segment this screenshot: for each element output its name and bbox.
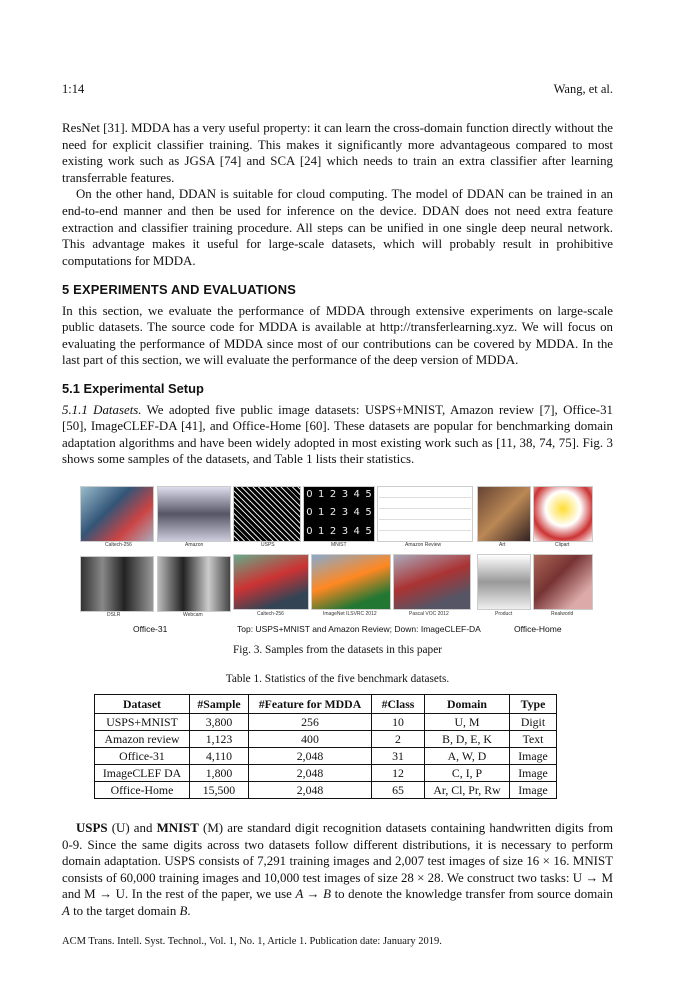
figure-caption: Fig. 3. Samples from the datasets in this paper xyxy=(233,644,442,656)
paragraph: On the other hand, DDAN is suitable for cloud computing. The model of DDAN can be trained in an end-to-end manner and then be used for inference on the device. DDAN does not need extra feature extraction and classifier training procedure. All steps can be unified in one single deep neural network. This advantage makes it useful for large-scale datasets, which will probably result in prohibitive computations for MDDA. xyxy=(62,187,613,268)
thumb-label: ImageNet ILSVRC 2012 xyxy=(323,611,377,617)
thumb-label: Caltech-256 xyxy=(105,542,132,548)
figure-panel-label: Top: USPS+MNIST and Amazon Review; Down: ImageCLEF-DA xyxy=(237,624,481,634)
thumb-label: Product xyxy=(495,611,513,617)
sample-image xyxy=(157,486,231,542)
sample-image xyxy=(311,554,391,610)
thumb-label: Amazon xyxy=(185,542,204,548)
column-header: Type xyxy=(510,695,557,714)
usps-samples xyxy=(233,486,301,542)
sample-image xyxy=(80,556,154,612)
column-header: Dataset xyxy=(95,695,190,714)
mnist-samples: 0 1 2 3 4 5 0 1 2 3 4 5 0 1 2 3 4 5 xyxy=(303,486,375,542)
table-row: Office-31 4,110 2,048 31 A, W, D Image xyxy=(95,748,557,765)
sample-image xyxy=(80,486,154,542)
sample-image xyxy=(233,554,309,610)
section-5-1 xyxy=(62,381,613,468)
paragraph: 5.1.1 Datasets. We adopted five public image datasets: USPS+MNIST, Amazon review [7], Office-31 [50], ImageCLEF-DA [41], and Office-Home [60]. These datasets are popular for benchmarking domain adaptation algorithms and have been widely adopted in most existing work such as [11, 38, 74, 75]. Fig. 3 shows some samples of the datasets, and Table 1 lists their statistics. xyxy=(62,402,613,467)
body-text-bottom xyxy=(62,820,613,920)
thumb-label: Pascal VOC 2012 xyxy=(409,611,449,617)
running-authors: Wang, et al. xyxy=(553,82,613,96)
paragraph: In this section, we evaluate the performance of MDDA through extensive experiments on large-scale public datasets. The source code for MDDA is available at http://transferlearning.xyz. We will focus on evaluating the performance of MDDA since most of our contributions can be covered by MDDA. In the last part of this section, we will evaluate the performance of the deep version of MDDA. xyxy=(62,303,613,368)
table-header-row xyxy=(95,695,557,714)
column-header: #Sample xyxy=(190,695,249,714)
sample-image xyxy=(393,554,471,610)
page-footer: ACM Trans. Intell. Syst. Technol., Vol. 1, No. 1, Article 1. Publication date: January 2019. xyxy=(62,936,442,947)
column-header: #Class xyxy=(372,695,425,714)
table-row: ImageCLEF DA 1,800 2,048 12 C, I, P Image xyxy=(95,765,557,782)
thumb-label: Caltech-256 xyxy=(257,611,284,617)
thumb-label: MNIST xyxy=(331,542,347,548)
table-row: Amazon review 1,123 400 2 B, D, E, K Text xyxy=(95,731,557,748)
stats-table xyxy=(94,694,557,799)
sample-image xyxy=(477,554,531,610)
thumb-label: Amazon Review xyxy=(405,542,442,548)
thumb-label: USPS xyxy=(261,542,275,548)
table-row: USPS+MNIST 3,800 256 10 U, M Digit xyxy=(95,714,557,731)
page-number: 1:14 xyxy=(62,82,85,96)
column-header: #Feature for MDDA xyxy=(249,695,372,714)
thumb-label: Clipart xyxy=(555,542,570,548)
sample-image xyxy=(533,486,593,542)
section-heading: 5 EXPERIMENTS AND EVALUATIONS xyxy=(62,282,297,297)
sample-image xyxy=(533,554,593,610)
thumb-label: Art xyxy=(499,542,506,548)
table-row: Office-Home 15,500 2,048 65 Ar, Cl, Pr, Rw Image xyxy=(95,782,557,799)
sample-image xyxy=(477,486,531,542)
figure-panel-label: Office-Home xyxy=(514,624,562,634)
subsubsection-heading: 5.1.1 Datasets. xyxy=(62,402,142,417)
thumb-label: Realworld xyxy=(551,611,574,617)
column-header: Domain xyxy=(425,695,510,714)
thumb-label: Webcam xyxy=(183,612,203,618)
paragraph: USPS (U) and MNIST (M) are standard digit recognition datasets containing handwritten digits from 0-9. Since the same digits across two datasets follow different distributions, it is necessary to perform domain adaptation. USPS consists of 7,291 training images and 2,007 test images of size 16 × 16. MNIST consists of 60,000 training images and 10,000 test images of size 28 × 28. We construct two tasks: U → M and M → U. In the rest of the paper, we use A → B to denote the knowledge transfer from source domain A to the target domain B. xyxy=(62,821,613,918)
sample-image xyxy=(157,556,231,612)
figure-samples xyxy=(75,484,595,639)
table-caption: Table 1. Statistics of the five benchmark datasets. xyxy=(225,673,450,685)
subsection-heading: 5.1 Experimental Setup xyxy=(62,381,204,396)
amazon-review-samples xyxy=(377,486,473,542)
paragraph: ResNet [31]. MDDA has a very useful property: it can learn the cross-domain function directly without the need for explicit classifier training. This makes it significantly more advantageous compared to most existing work such as JGSA [74] and SCA [24] which needs to train an extra classifier after learning transferrable features. xyxy=(62,121,613,185)
thumb-label: DSLR xyxy=(107,612,121,618)
figure-panel-label: Office-31 xyxy=(133,624,168,634)
body-text-top xyxy=(62,120,613,269)
section-5 xyxy=(62,282,613,369)
